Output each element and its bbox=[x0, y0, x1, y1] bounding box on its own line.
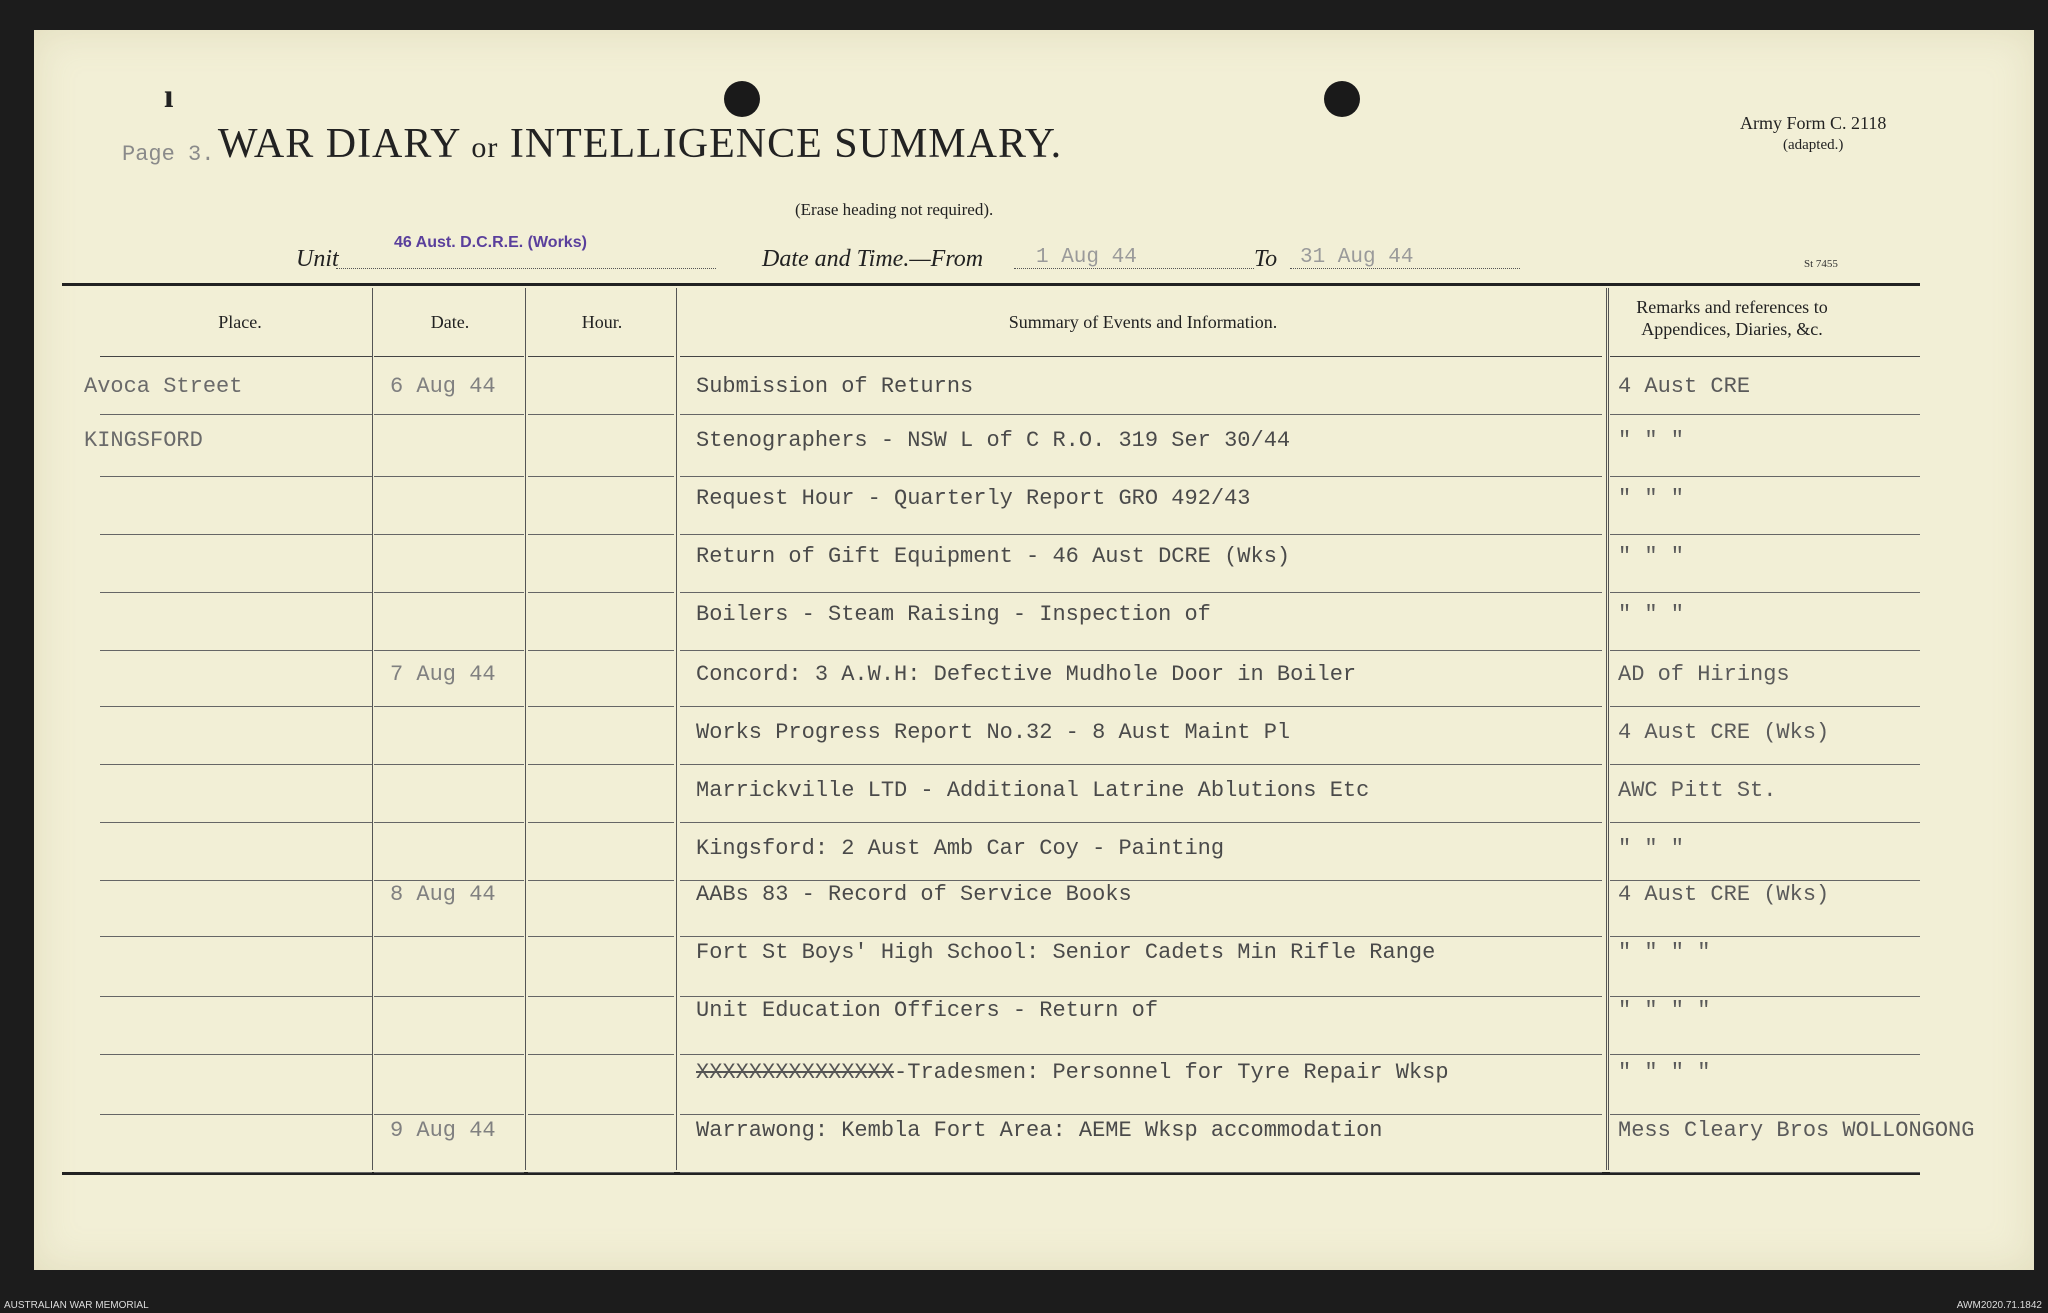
row-summary: AABs 83 - Record of Service Books bbox=[696, 882, 1132, 907]
column-header-remarks bbox=[1582, 296, 1882, 340]
row-ruling bbox=[100, 476, 372, 477]
column-header-summary: Summary of Events and Information. bbox=[1008, 312, 1278, 332]
row-ruling bbox=[680, 1054, 1602, 1055]
column-divider bbox=[372, 288, 373, 1170]
row-place: KINGSFORD bbox=[84, 428, 203, 453]
row-summary bbox=[696, 1060, 1449, 1085]
row-ruling bbox=[1610, 822, 1920, 823]
row-date: 8 Aug 44 bbox=[390, 882, 496, 907]
row-remarks: " " " bbox=[1618, 836, 1685, 861]
row-summary: Stenographers - NSW L of C R.O. 319 Ser 30/44 bbox=[696, 428, 1291, 453]
row-summary: Concord: 3 A.W.H: Defective Mudhole Door in Boiler bbox=[696, 662, 1357, 687]
row-ruling bbox=[374, 822, 524, 823]
row-ruling bbox=[100, 1172, 372, 1173]
row-ruling bbox=[528, 476, 674, 477]
row-ruling bbox=[1610, 996, 1920, 997]
column-header-place: Place. bbox=[218, 312, 262, 332]
page-number: Page 3. bbox=[122, 142, 215, 167]
row-ruling bbox=[374, 534, 524, 535]
row-ruling bbox=[100, 880, 372, 881]
row-ruling bbox=[1610, 476, 1920, 477]
row-ruling bbox=[374, 476, 524, 477]
title-war-diary: WAR DIARY bbox=[217, 121, 460, 167]
row-ruling bbox=[680, 996, 1602, 997]
row-ruling bbox=[1610, 592, 1920, 593]
army-form-label: Army Form C. 2118 bbox=[1740, 113, 1887, 133]
header-ruling bbox=[374, 356, 524, 357]
row-ruling bbox=[374, 1114, 524, 1115]
struck-text: XXXXXXXXXXXXXXX bbox=[696, 1060, 895, 1085]
row-summary: Kingsford: 2 Aust Amb Car Coy - Painting bbox=[696, 836, 1225, 861]
column-divider bbox=[1606, 288, 1609, 1170]
row-ruling bbox=[374, 592, 524, 593]
row-ruling bbox=[1610, 650, 1920, 651]
row-ruling bbox=[680, 1172, 1602, 1173]
table-top-rule bbox=[62, 283, 1920, 286]
row-ruling bbox=[680, 534, 1602, 535]
row-ruling bbox=[528, 1114, 674, 1115]
row-remarks: " " " bbox=[1618, 544, 1685, 569]
row-ruling bbox=[100, 534, 372, 535]
row-remarks: " " " " bbox=[1618, 940, 1711, 965]
row-ruling bbox=[374, 650, 524, 651]
column-divider bbox=[525, 288, 526, 1170]
row-ruling bbox=[528, 996, 674, 997]
row-ruling bbox=[374, 996, 524, 997]
row-ruling bbox=[100, 764, 372, 765]
row-ruling bbox=[1610, 880, 1920, 881]
date-time-label: Date and Time.—From bbox=[762, 246, 984, 272]
row-ruling bbox=[1610, 534, 1920, 535]
punch-hole bbox=[1324, 81, 1360, 117]
row-summary: Works Progress Report No.32 - 8 Aust Maint Pl bbox=[696, 720, 1291, 745]
column-header-date: Date. bbox=[430, 312, 470, 332]
row-ruling bbox=[100, 650, 372, 651]
row-summary: Marrickville LTD - Additional Latrine Ablutions Etc bbox=[696, 778, 1370, 803]
title-intelligence-summary: INTELLIGENCE SUMMARY. bbox=[509, 121, 1063, 167]
row-ruling bbox=[680, 650, 1602, 651]
row-ruling bbox=[528, 880, 674, 881]
row-remarks: " " " bbox=[1618, 602, 1685, 627]
row-ruling bbox=[528, 650, 674, 651]
remarks-header-line1: Remarks and references to bbox=[1636, 297, 1828, 317]
row-summary: Boilers - Steam Raising - Inspection of bbox=[696, 602, 1211, 627]
army-form-adapted: (adapted.) bbox=[1782, 137, 1844, 153]
row-ruling bbox=[100, 1054, 372, 1055]
row-ruling bbox=[528, 534, 674, 535]
army-form-number bbox=[1740, 112, 1886, 156]
row-ruling bbox=[680, 476, 1602, 477]
row-ruling bbox=[680, 414, 1602, 415]
row-date: 6 Aug 44 bbox=[390, 374, 496, 399]
date-from-value: 1 Aug 44 bbox=[1036, 246, 1137, 269]
row-remarks: Mess Cleary Bros WOLLONGONG bbox=[1618, 1118, 1975, 1143]
row-ruling bbox=[374, 1172, 524, 1173]
row-remarks: 4 Aust CRE (Wks) bbox=[1618, 882, 1830, 907]
stock-code: St 7455 bbox=[1804, 258, 1838, 270]
row-ruling bbox=[1610, 706, 1920, 707]
header-ruling bbox=[528, 356, 674, 357]
row-date: 9 Aug 44 bbox=[390, 1118, 496, 1143]
row-summary: Warrawong: Kembla Fort Area: AEME Wksp accommodation bbox=[696, 1118, 1383, 1143]
row-ruling bbox=[528, 592, 674, 593]
row-ruling bbox=[528, 1172, 674, 1173]
row-ruling bbox=[528, 414, 674, 415]
row-ruling bbox=[1610, 936, 1920, 937]
pencil-mark: ı bbox=[164, 78, 174, 115]
row-ruling bbox=[528, 1054, 674, 1055]
row-ruling bbox=[100, 996, 372, 997]
row-ruling bbox=[100, 414, 372, 415]
header-ruling bbox=[100, 356, 372, 357]
row-remarks: AWC Pitt St. bbox=[1618, 778, 1777, 803]
header-ruling bbox=[680, 356, 1602, 357]
form-title bbox=[0, 120, 1340, 168]
column-header-hour: Hour. bbox=[581, 312, 623, 332]
unit-value: 46 Aust. D.C.R.E. (Works) bbox=[394, 234, 587, 251]
row-ruling bbox=[100, 822, 372, 823]
row-remarks: 4 Aust CRE (Wks) bbox=[1618, 720, 1830, 745]
row-remarks: " " " bbox=[1618, 428, 1685, 453]
row-ruling bbox=[100, 706, 372, 707]
row-remarks: 4 Aust CRE bbox=[1618, 374, 1751, 399]
row-ruling bbox=[680, 936, 1602, 937]
row-remarks: " " " " bbox=[1618, 998, 1711, 1023]
row-remarks: " " " " bbox=[1618, 1060, 1711, 1085]
row-ruling bbox=[528, 706, 674, 707]
row-ruling bbox=[374, 414, 524, 415]
header-ruling bbox=[1610, 356, 1920, 357]
row-summary: Submission of Returns bbox=[696, 374, 974, 399]
title-or: or bbox=[471, 131, 499, 164]
row-summary: Unit Education Officers - Return of bbox=[696, 998, 1159, 1023]
row-ruling bbox=[1610, 1054, 1920, 1055]
row-ruling bbox=[680, 822, 1602, 823]
row-summary: Fort St Boys' High School: Senior Cadets Min Rifle Range bbox=[696, 940, 1436, 965]
row-ruling bbox=[374, 880, 524, 881]
row-ruling bbox=[100, 592, 372, 593]
unit-dotted-line bbox=[336, 268, 716, 269]
row-ruling bbox=[100, 1114, 372, 1115]
form-subtitle: (Erase heading not required). bbox=[795, 200, 994, 219]
row-ruling bbox=[1610, 1114, 1920, 1115]
row-ruling bbox=[1610, 1172, 1920, 1173]
date-to-label: To bbox=[1254, 246, 1278, 272]
row-ruling bbox=[1610, 764, 1920, 765]
row-ruling bbox=[374, 764, 524, 765]
row-ruling bbox=[680, 706, 1602, 707]
column-divider bbox=[676, 288, 677, 1170]
row-summary: Return of Gift Equipment - 46 Aust DCRE (Wks) bbox=[696, 544, 1291, 569]
row-ruling bbox=[374, 936, 524, 937]
punch-hole bbox=[724, 81, 760, 117]
row-remarks: " " " bbox=[1618, 486, 1685, 511]
row-ruling bbox=[374, 706, 524, 707]
summary-text: -Tradesmen: Personnel for Tyre Repair Wksp bbox=[894, 1060, 1449, 1085]
row-ruling bbox=[680, 1114, 1602, 1115]
row-ruling bbox=[680, 592, 1602, 593]
row-ruling bbox=[680, 764, 1602, 765]
footer-accession: AWM2020.71.1842 bbox=[1956, 1300, 2042, 1311]
row-ruling bbox=[374, 1054, 524, 1055]
row-date: 7 Aug 44 bbox=[390, 662, 496, 687]
row-ruling bbox=[1610, 414, 1920, 415]
remarks-header-line2: Appendices, Diaries, &c. bbox=[1641, 319, 1823, 339]
row-summary: Request Hour - Quarterly Report GRO 492/43 bbox=[696, 486, 1251, 511]
row-ruling bbox=[100, 936, 372, 937]
row-place: Avoca Street bbox=[84, 374, 243, 399]
row-ruling bbox=[528, 936, 674, 937]
footer-source: AUSTRALIAN WAR MEMORIAL bbox=[4, 1300, 149, 1311]
row-ruling bbox=[528, 764, 674, 765]
row-ruling bbox=[680, 880, 1602, 881]
date-to-value: 31 Aug 44 bbox=[1300, 246, 1414, 269]
row-remarks: AD of Hirings bbox=[1618, 662, 1790, 687]
row-ruling bbox=[528, 822, 674, 823]
unit-label: Unit bbox=[296, 246, 339, 272]
